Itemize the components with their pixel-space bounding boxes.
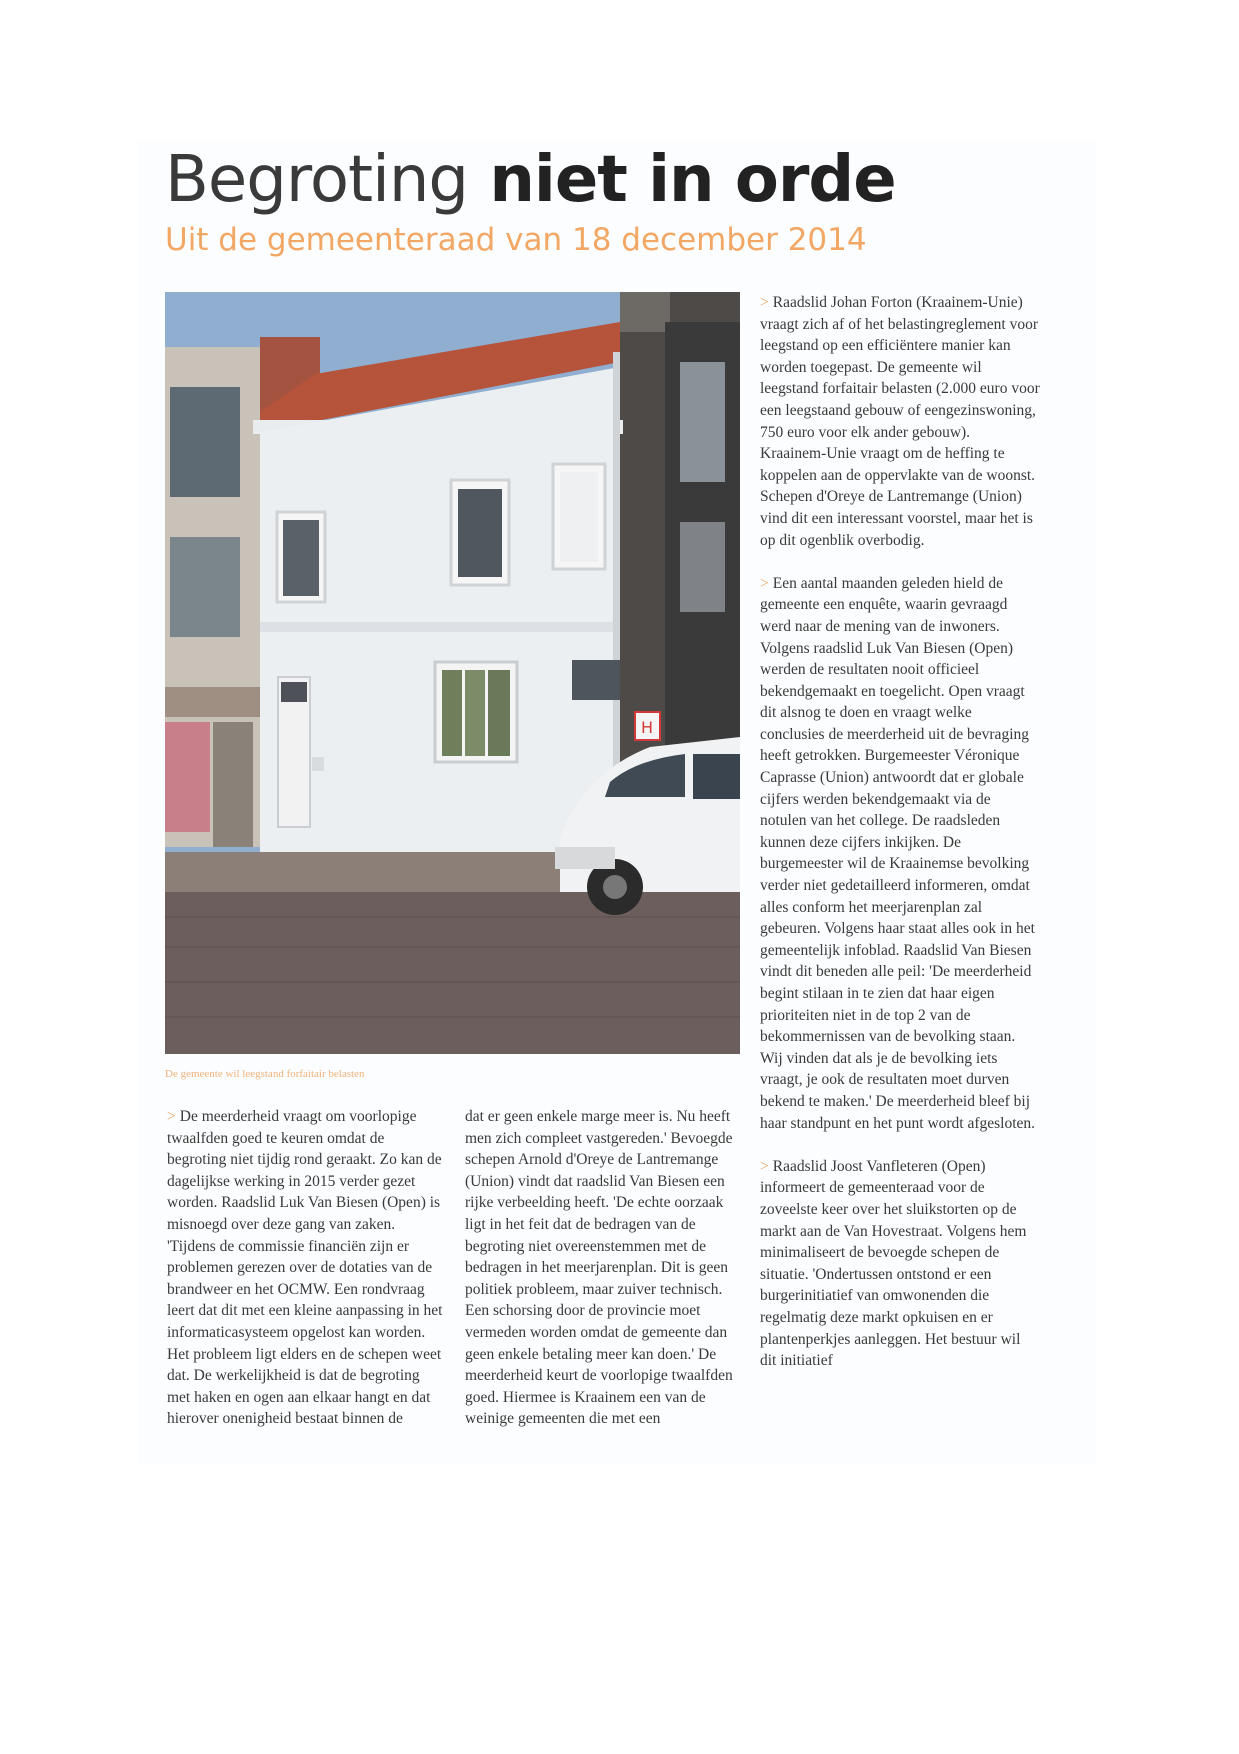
- paragraph-text: De meerderheid vraagt om voorlopige twaalfden goed te keuren omdat de begroting niet tijdig rond geraakt. Zo kan de dagelijkse werking in 2015 verder gezet worden. Raadslid Luk Van Biesen (Open) is misnoegd over deze gang van zaken. 'Tijdens de commissie financiën zijn er problemen gerezen over de dotaties van de brandweer en het OCMW. Een rondvraag leert dat dit met een kleine aanpassing in het informaticasysteem opgelost kan worden. Het probleem ligt elders en de schepen weet dat. De werkelijkheid is dat de begroting met haken en ogen aan elkaar hangt en dat hierover onenigheid bestaat binnen de: [167, 1108, 443, 1428]
- article-subtitle: Uit de gemeenteraad van 18 december 2014: [165, 222, 867, 258]
- paragraph-begroting-continued: [465, 1106, 743, 1430]
- sign-letter: H: [640, 718, 654, 737]
- paragraph-begroting: [167, 1106, 445, 1430]
- paragraph-text: Raadslid Johan Forton (Kraainem-Unie) vraagt zich af of het belastingreglement voor leegstand op een efficiëntere manier kan worden toegepast. De gemeente wil leegstand forfaitair belasten (2.000 euro voor een leegstaand gebouw of eengezinswoning, 750 euro voor elk ander gebouw). Kraainem-Unie vraagt om de heffing te koppelen aan de oppervlakte van de woonst. Schepen d'Oreye de Lantremange (Union) vind dit een interessant voorstel, maar het is op dit ogenblik overbodig.: [760, 294, 1040, 549]
- paragraph-text: dat er geen enkele marge meer is. Nu heeft men zich compleet vastgereden.' Bevoegde schepen Arnold d'Oreye de Lantremange (Union) vindt dat raadslid Van Biesen een rijke verbeelding heeft. 'De echte oorzaak ligt in het feit dat de bedragen van de begroting niet overeenstemmen met de bedragen in het meerjarenplan. Dit is geen politiek probleem, maar zuiver technisch. Een schorsing door de provincie moet vermeden worden omdat de gemeente dan geen enkele betaling meer kan doen.' De meerderheid keurt de voorlopige twaalfden goed. Hiermee is Kraainem een van de weinige gemeenten die met een: [465, 1108, 733, 1428]
- house-photo-illustration: [165, 292, 740, 1054]
- house-photo: [165, 292, 740, 1054]
- article-title: [165, 140, 1065, 220]
- title-light: Begroting: [165, 143, 469, 217]
- paragraph-marker: >: [760, 294, 769, 311]
- paragraph-marker: >: [167, 1108, 176, 1125]
- text-column-left: [167, 1106, 445, 1461]
- paragraph-text: Een aantal maanden geleden hield de gemeente een enquête, waarin gevraagd werd naar de mening van de inwoners. Volgens raadslid Luk Van Biesen (Open) werden de resultaten nooit officieel bekendgemaakt en toegelicht. Open vraagt dit alsnog te doen en vraagt welke conclusies de meerderheid uit de bevraging heeft getrokken. Burgemeester Véronique Caprasse (Union) antwoordt dat er globale cijfers werden bekendgemaakt via de notulen van het college. De raadsleden kunnen deze cijfers inkijken. De burgemeester wil de Kraainemse bevolking verder niet gedetailleerd informeren, omdat alles conform het meerjarenplan zal gebeuren. Volgens haar staat alles ook in het gemeentelijk infoblad. Raadslid Van Biesen vindt dit beneden alle peil: 'De meerderheid begint stilaan in te zien dat haar eigen prioriteiten niet in de top 2 van de bekommernissen van de bevolking staan. Wij vinden dat als je de bevolking iets vraagt, je ook de resultaten moet durven bekend te maken.' De meerderheid bleef bij haar standpunt en het punt wordt afgesloten.: [760, 574, 1036, 1132]
- paragraph-enquete: [760, 573, 1040, 1134]
- paragraph-leegstand: [760, 292, 1040, 551]
- paragraph-text: Raadslid Joost Vanfleteren (Open) informeert de gemeenteraad voor de zoveelste keer over het sluikstorten op de markt aan de Van Hovestraat. Volgens hem minimaliseert de bevoegde schepen de situatie. 'Ondertussen ontstond er een burgerinitiatief van omwonenden die regelmatig deze markt opkuisen en er plantenperkjes aanleggen. Het bestuur wil dit initiatief: [760, 1157, 1027, 1370]
- text-column-right: [760, 292, 1040, 1462]
- text-column-middle: [465, 1106, 743, 1461]
- paragraph-marker: >: [760, 574, 769, 592]
- photo-caption: De gemeente wil leegstand forfaitair belasten: [165, 1068, 365, 1080]
- paragraph-sluikstorten: [760, 1156, 1040, 1372]
- paragraph-marker: >: [760, 1157, 769, 1175]
- title-bold: niet in orde: [489, 143, 896, 217]
